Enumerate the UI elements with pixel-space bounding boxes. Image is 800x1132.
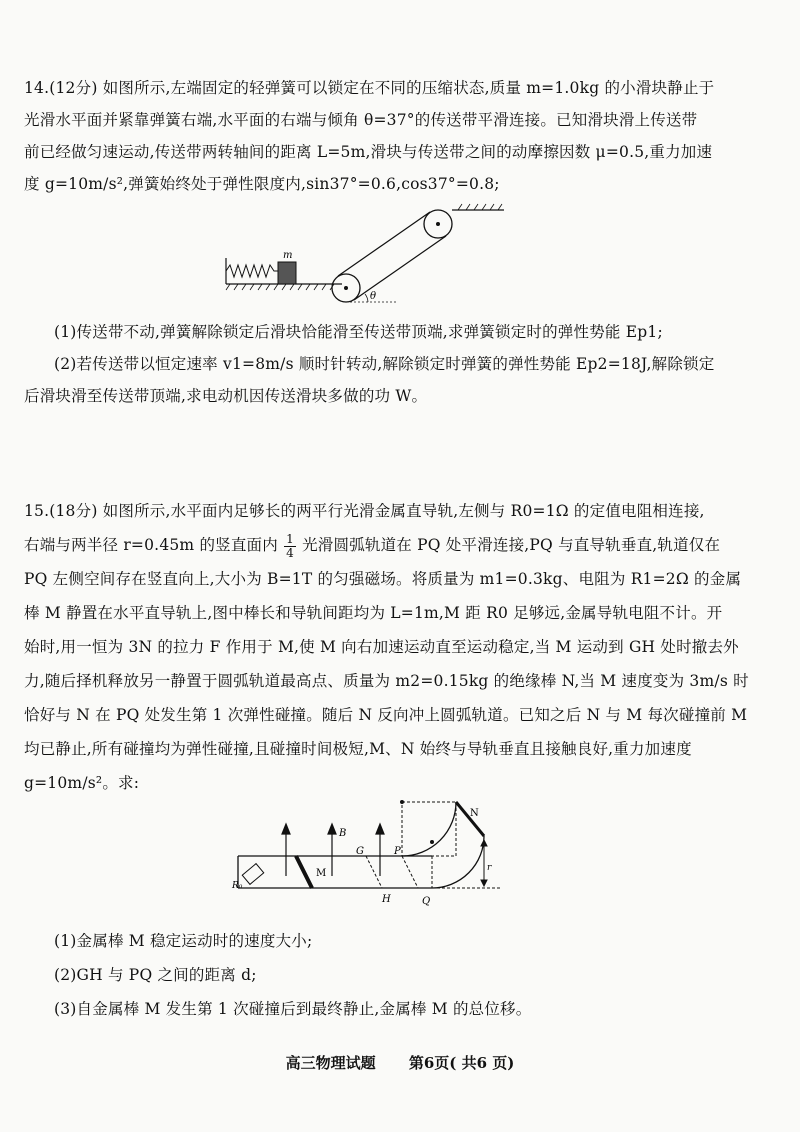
m-label: M — [316, 868, 327, 879]
q15-line-7: 恰好与 N 在 PQ 处发生第 1 次弹性碰撞。随后 N 反向冲上圆弧轨道。已知之后 N 与 M 每次碰撞前 M — [24, 706, 748, 724]
q15-line-9: g=10m/s²。求: — [24, 774, 140, 792]
g-label: G — [356, 846, 364, 857]
fraction-denominator: 4 — [286, 545, 294, 560]
fraction-numerator: 1 — [286, 531, 294, 546]
q15-rail-figure — [224, 796, 514, 916]
r0-label: R₀ — [232, 881, 243, 891]
q14-part-1: (1)传送带不动,弹簧解除锁定后滑块恰能滑至传送带顶端,求弹簧锁定时的弹性势能 Ep1; — [54, 323, 663, 341]
quarter-fraction — [284, 533, 296, 560]
q15-line-1: 15.(18分) 如图所示,水平面内足够长的两平行光滑金属直导轨,左侧与 R0=1Ω 的定值电阻相连接, — [24, 502, 705, 520]
p-label: P — [394, 846, 401, 857]
question-14 — [24, 72, 776, 200]
spring — [226, 265, 278, 277]
q15-line-2 — [24, 528, 776, 562]
q-label: Q — [422, 896, 431, 907]
slider-block — [278, 262, 296, 284]
question-15-parts — [24, 924, 776, 1026]
q14-line-1: 14.(12分) 如图所示,左端固定的轻弹簧可以锁定在不同的压缩状态,质量 m=1.0kg 的小滑块静止于 — [24, 79, 715, 97]
angle-label: θ — [370, 291, 377, 302]
q15-line-6: 力,随后择机释放另一静置于圆弧轨道最高点、质量为 m2=0.15kg 的绝缘棒 N,当 M 速度变为 3m/s 时 — [24, 672, 749, 690]
q15-part-1: (1)金属棒 M 稳定运动时的速度大小; — [54, 932, 313, 950]
q15-part-3: (3)自金属棒 M 发生第 1 次碰撞后到最终静止,金属棒 M 的总位移。 — [54, 1000, 532, 1018]
h-label: H — [382, 894, 391, 905]
q15-line-2b: 光滑圆弧轨道在 PQ 处平滑连接,PQ 与直导轨垂直,轨道仅在 — [302, 536, 721, 554]
footer-subject: 高三物理试题 — [285, 1054, 376, 1072]
q14-line-4: 度 g=10m/s²,弹簧始终处于弹性限度内,sin37°=0.6,cos37°=0.8; — [24, 175, 500, 193]
resistor-r0 — [242, 864, 264, 885]
q15-line-5: 始时,用一恒为 3N 的拉力 F 作用于 M,使 M 向右加速运动直至运动稳定,当 M 运动到 GH 处时撤去外 — [24, 638, 739, 656]
b-label: B — [339, 828, 347, 839]
question-15 — [24, 494, 776, 800]
rod-m — [296, 856, 312, 888]
q14-part-2a: (2)若传送带以恒定速率 v1=8m/s 顺时针转动,解除锁定时弹簧的弹性势能 Ep2=18J,解除锁定 — [54, 355, 715, 373]
question-14-parts — [24, 316, 776, 412]
n-label: N — [470, 808, 479, 819]
q14-part-2b: 后滑块滑至传送带顶端,求电动机因传送滑块多做的功 W。 — [24, 387, 428, 405]
q15-line-4: 棒 M 静置在水平直导轨上,图中棒长和导轨间距均为 L=1m,M 距 R0 足够远,金属导轨电阻不计。开 — [24, 604, 723, 622]
q15-line-2a: 右端与两半径 r=0.45m 的竖直面内 — [24, 536, 278, 554]
q14-line-2: 光滑水平面并紧靠弹簧右端,水平面的右端与倾角 θ=37°的传送带平滑连接。已知滑块滑上传送带 — [24, 111, 698, 129]
q14-line-3: 前已经做匀速运动,传送带两转轴间的距离 L=5m,滑块与传送带之间的动摩擦因数 μ=0.5,重力加速 — [24, 143, 713, 161]
mass-label: m — [283, 250, 293, 261]
q15-part-2: (2)GH 与 PQ 之间的距离 d; — [54, 966, 257, 984]
q15-line-3: PQ 左侧空间存在竖直向上,大小为 B=1T 的匀强磁场。将质量为 m1=0.3kg、电阻为 R1=2Ω 的金属 — [24, 570, 742, 588]
r-label: r — [487, 863, 492, 873]
q15-line-8: 均已静止,所有碰撞均为弹性碰撞,且碰撞时间极短,M、N 始终与导轨垂直且接触良好,重力加速度 — [24, 740, 692, 758]
page-footer — [0, 1052, 800, 1073]
q14-conveyor-figure — [222, 200, 522, 310]
footer-page-number: 第6页( 共6 页) — [408, 1054, 515, 1072]
